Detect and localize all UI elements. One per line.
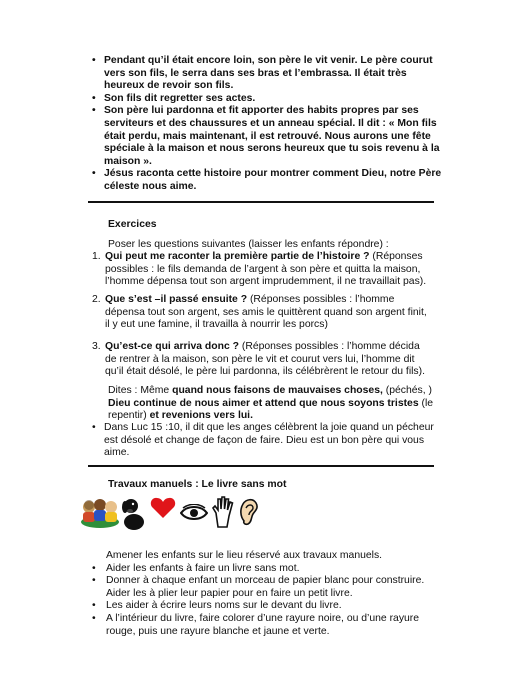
question-number: 1. <box>92 251 101 262</box>
travaux-heading: Travaux manuels : Le livre sans mot <box>108 479 287 490</box>
story-bullet: • Son fils dit regretter ses actes. <box>92 93 444 106</box>
eye-icon <box>180 504 208 522</box>
section-divider <box>88 465 434 467</box>
question-answer: (Réponses possibles : l’homme dépensa tout son argent, ses amis le quittèrent quand son argent finit, il y eut une famine, il travailla à nourrir les porcs) <box>105 294 427 331</box>
question-number: 3. <box>92 341 101 352</box>
story-bullet: • Jésus raconta cette histoire pour montrer comment Dieu, notre Père céleste nous aime. <box>92 168 444 193</box>
question-item <box>92 251 434 289</box>
ear-icon <box>238 496 260 528</box>
travaux-bullet: • A l’intérieur du livre, faire colorer d’une rayure noire, ou d’une rayure rouge, puis une rayure blanche et jaune et verte. <box>92 613 434 638</box>
travaux-bullet: • Les aider à écrire leurs noms sur le devant du livre. <box>92 600 434 613</box>
dites-text: (le repentir) <box>108 397 434 422</box>
story-bullet-list <box>92 55 444 194</box>
question-text: Qui peut me raconter la première partie de l’histoire ? <box>105 251 370 262</box>
dites-bold: Dieu continue de nous aimer et attend que nous soyons tristes <box>108 397 419 409</box>
question-number: 2. <box>92 294 101 305</box>
travaux-bullet: • Aider les enfants à faire un livre sans mot. <box>92 563 434 576</box>
dog-icon <box>120 496 146 530</box>
luc-bullet-list <box>92 422 444 460</box>
question-item <box>92 341 434 379</box>
exercices-intro: Poser les questions suivantes (laisser les enfants répondre) : <box>108 239 389 250</box>
dites-text: (péchés, ) <box>382 385 432 396</box>
question-text: Que s’est –il passé ensuite ? <box>105 294 248 305</box>
dites-bold: quand nous faisons de mauvaises choses, <box>172 385 383 396</box>
travaux-intro: Amener les enfants sur le lieu réservé aux travaux manuels. <box>106 550 383 561</box>
section-divider <box>88 201 434 203</box>
heart-icon <box>150 496 176 520</box>
hand-icon <box>211 496 235 528</box>
question-answer: (Réponses possibles : l’homme décida de rentrer à la maison, son père le vit et courut vers lui, l’homme dit qu’il était désolé, le père lui pardonna, ils célébrèrent le retour du fils). <box>105 341 425 378</box>
travaux-bullet: • Donner à chaque enfant un morceau de papier blanc pour construire. Aider les à plier leur papier pour en faire un petit livre. <box>92 575 434 600</box>
dites-bold: et revenions vers lui. <box>149 410 253 422</box>
question-item <box>92 294 434 332</box>
question-text: Qu’est-ce qui arriva donc ? <box>105 341 239 352</box>
luc-bullet: • Dans Luc 15 :10, il dit que les anges célèbrent la joie quand un pécheur est désolé et change de façon de faire. Dieu est un bon père qui vous aime. <box>92 422 444 460</box>
icon-row <box>80 496 280 530</box>
children-icon <box>80 496 120 528</box>
dites-text: Dites : Même <box>108 385 173 396</box>
exercices-heading: Exercices <box>108 219 157 230</box>
story-bullet: • Son père lui pardonna et fit apporter des habits propres par ses serviteurs et des chaussures et un anneau spécial. Il dit : « Mon fils était perdu, mais maintenant, il est retrouvé. Nous aurons une fête spéciale à la maison et nous serons heureux que tu sois revenu à la maison ». <box>92 105 444 168</box>
dites-paragraph <box>108 385 434 423</box>
travaux-list <box>92 550 434 638</box>
question-answer: (Réponses possibles : le fils demanda de l’argent à son père et quitta la maison, l’homme dépensa tout son argent imprudemment, il ne travaillait pas). <box>105 251 427 288</box>
story-bullet: • Pendant qu’il était encore loin, son père le vit venir. Le père courut vers son fils, le serra dans ses bras et l’embrassa. Il était très heureux de revoir son fils. <box>92 55 444 93</box>
